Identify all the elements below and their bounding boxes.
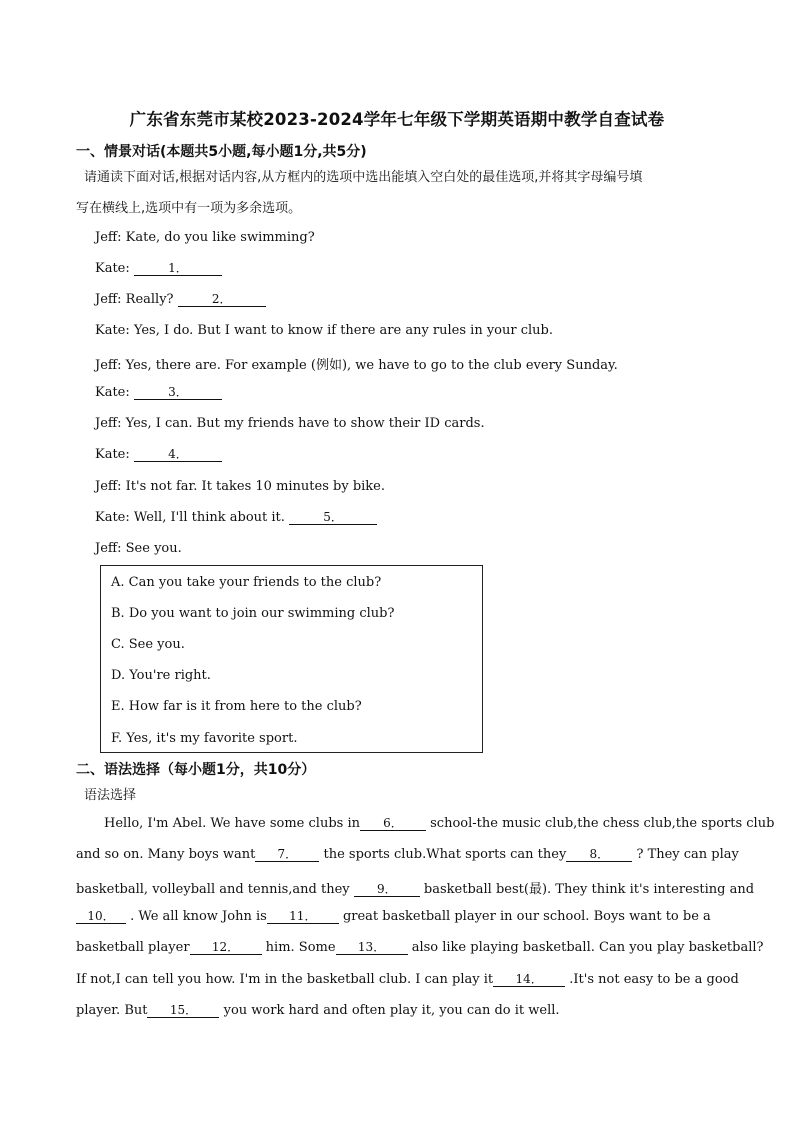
passage-line: basketball player 12． him. Some 13． also like playing basketball. Can you play basketball? bbox=[76, 940, 764, 955]
section2-heading: 二、语法选择（每小题1分，共10分） bbox=[76, 762, 316, 778]
dialog-line: Jeff: Really? 2． bbox=[95, 292, 266, 307]
passage-line: player. But 15． you work hard and often play it, you can do it well. bbox=[76, 1003, 560, 1018]
page-title: 广东省东莞市某校2023-2024学年七年级下学期英语期中教学自查试卷 bbox=[129, 110, 665, 129]
answer-blank-14[interactable]: 14． bbox=[493, 972, 565, 987]
answer-blank-15[interactable]: 15． bbox=[147, 1003, 219, 1018]
passage-line: Hello, I'm Abel. We have some clubs in 6． school-the music club,the chess club,the sports club bbox=[104, 816, 775, 831]
answer-blank-3[interactable]: 3． bbox=[134, 385, 222, 400]
answer-blank-10[interactable]: 10． bbox=[76, 909, 126, 924]
option-c: C. See you. bbox=[111, 637, 185, 652]
answer-blank-6[interactable]: 6． bbox=[360, 816, 426, 831]
answer-blank-5[interactable]: 5． bbox=[289, 510, 377, 525]
passage-line: basketball, volleyball and tennis,and they 9． basketball best(最). They think it's interesting and bbox=[76, 882, 755, 897]
dialog-line: Kate: 3． bbox=[95, 385, 222, 400]
answer-blank-4[interactable]: 4． bbox=[134, 447, 222, 462]
answer-blank-13[interactable]: 13． bbox=[336, 940, 408, 955]
options-box bbox=[100, 565, 483, 753]
answer-blank-2[interactable]: 2． bbox=[178, 292, 266, 307]
answer-blank-8[interactable]: 8． bbox=[566, 847, 632, 862]
dialog-line: Jeff: It's not far. It takes 10 minutes by bike. bbox=[95, 479, 386, 494]
passage-line: 10． . We all know John is 11． great basketball player in our school. Boys want to be a bbox=[76, 909, 711, 924]
answer-blank-7[interactable]: 7． bbox=[255, 847, 319, 862]
passage-line: If not,I can tell you how. I'm in the basketball club. I can play it 14． .It's not easy to be a good bbox=[76, 972, 739, 987]
section1-instruction-line2: 写在横线上,选项中有一项为多余选项。 bbox=[76, 201, 302, 216]
answer-blank-9[interactable]: 9． bbox=[354, 882, 420, 897]
dialog-line: Kate: 4． bbox=[95, 447, 222, 462]
dialog-line: Kate: Yes, I do. But I want to know if there are any rules in your club. bbox=[95, 323, 553, 338]
dialog-line: Kate: 1． bbox=[95, 261, 222, 276]
option-a: A. Can you take your friends to the club? bbox=[111, 575, 382, 590]
passage-line: and so on. Many boys want 7． the sports club.What sports can they 8． ? They can play bbox=[76, 847, 739, 862]
answer-blank-12[interactable]: 12． bbox=[190, 940, 262, 955]
section1-heading: 一、情景对话(本题共5小题,每小题1分,共5分) bbox=[76, 144, 367, 160]
dialog-line: Jeff: Kate, do you like swimming? bbox=[95, 230, 315, 245]
option-e: E. How far is it from here to the club? bbox=[111, 699, 362, 714]
dialog-line: Kate: Well, I'll think about it. 5． bbox=[95, 510, 377, 525]
option-f: F. Yes, it's my favorite sport. bbox=[111, 731, 298, 746]
answer-blank-1[interactable]: 1． bbox=[134, 261, 222, 276]
option-d: D. You're right. bbox=[111, 668, 211, 683]
answer-blank-11[interactable]: 11． bbox=[267, 909, 339, 924]
dialog-line: Jeff: See you. bbox=[95, 541, 182, 556]
section2-subheading: 语法选择 bbox=[84, 788, 137, 803]
option-b: B. Do you want to join our swimming club? bbox=[111, 606, 395, 621]
section1-instruction-line1: 请通读下面对话,根据对话内容,从方框内的选项中选出能填入空白处的最佳选项,并将其字母编号填 bbox=[84, 170, 643, 185]
dialog-line: Jeff: Yes, there are. For example (例如), we have to go to the club every Sunday. bbox=[95, 358, 618, 373]
dialog-line: Jeff: Yes, I can. But my friends have to show their ID cards. bbox=[95, 416, 485, 431]
